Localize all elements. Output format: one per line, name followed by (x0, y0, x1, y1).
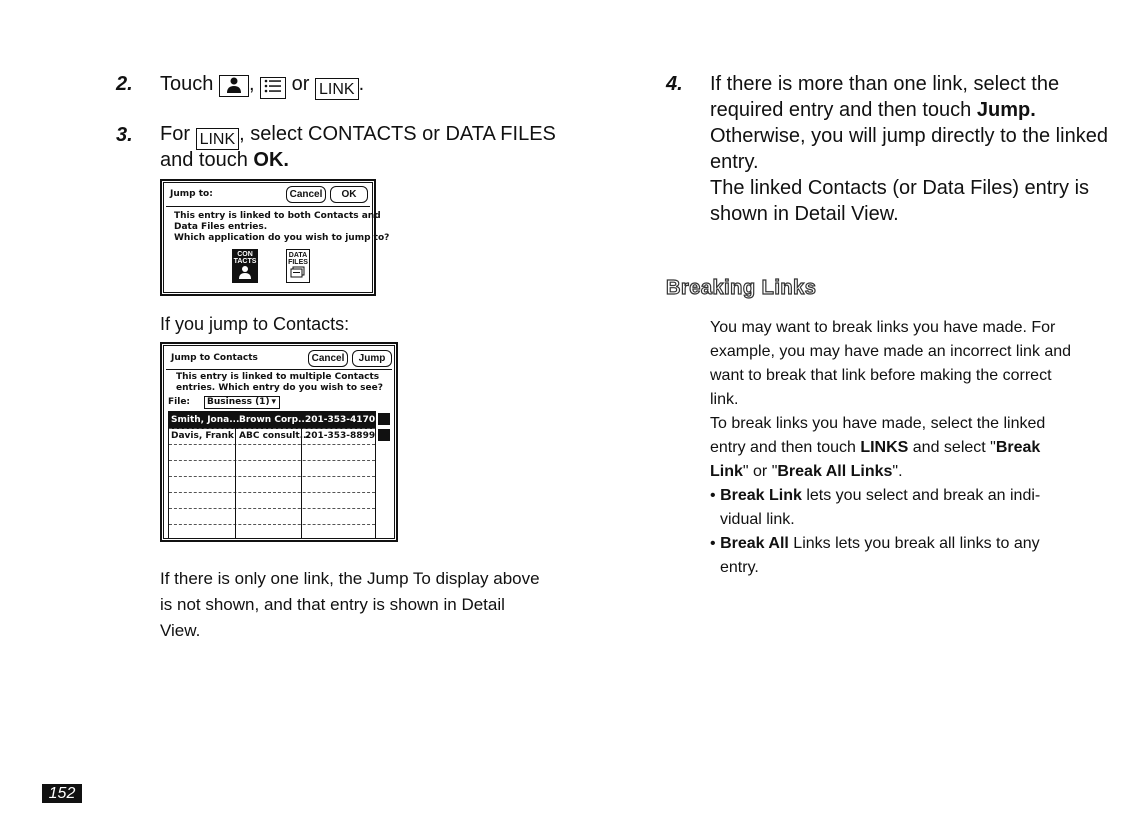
table-row[interactable] (169, 444, 375, 461)
file-select[interactable] (204, 396, 280, 409)
cell-company: ABC consult... (239, 431, 310, 441)
step-4-line: shown in Detail View. (710, 203, 899, 225)
step-4-text (710, 71, 1108, 227)
bullet: • (710, 487, 716, 504)
table-row[interactable] (169, 492, 375, 509)
or-text: or (291, 73, 310, 95)
cancel-button[interactable]: Cancel (308, 350, 348, 367)
detail-view-icon[interactable] (378, 413, 390, 425)
step-3-line-1 (160, 121, 556, 150)
cancel-button[interactable]: Cancel (286, 186, 326, 203)
paragraph-line (710, 436, 1071, 460)
cell-name: Smith, Jona... (171, 415, 240, 425)
bullet: • (710, 535, 716, 552)
step-number: 4. (666, 73, 683, 95)
paragraph-line: want to break that link before making the correct (710, 367, 1052, 384)
text-run: entry and then touch (710, 439, 861, 456)
column-divider (301, 412, 302, 538)
divider (166, 206, 370, 207)
cell-name: Davis, Frank (171, 431, 234, 441)
list-icon (260, 77, 286, 99)
page-number: 152 (42, 784, 82, 803)
dialog-message-line-1: This entry is linked to multiple Contacts (176, 372, 380, 382)
table-row[interactable] (169, 476, 375, 493)
text-run: lets you select and break an indi- (801, 487, 1041, 504)
step-2-text (160, 71, 364, 100)
paragraph-line: link. (710, 391, 739, 408)
step-4-line (710, 97, 1108, 123)
dialog-message-line-2: Data Files entries. (174, 222, 268, 232)
table-row[interactable] (169, 460, 375, 477)
file-select-value: Business (1) (207, 397, 270, 407)
bullet-item (710, 532, 1071, 556)
bullet-item (710, 484, 1071, 508)
entries-table (168, 411, 376, 539)
comma: , (248, 73, 255, 95)
single-link-note (160, 566, 540, 644)
step-number: 3. (116, 124, 133, 146)
for-text: For (160, 123, 190, 145)
dialog-title: Jump to: (170, 189, 213, 199)
divider (166, 369, 392, 370)
table-row[interactable] (169, 412, 375, 429)
contacts-app-button[interactable] (232, 249, 258, 283)
step-4-line: entry. (710, 151, 759, 173)
link-button-glyph: LINK (315, 78, 359, 100)
step-text: Touch (160, 73, 214, 95)
paragraph-line: To break links you have made, select the linked (710, 415, 1046, 432)
links-bold: LINKS (860, 439, 909, 456)
text-run: " or " (742, 463, 778, 480)
caption-jump-contacts: If you jump to Contacts: (160, 314, 350, 334)
contacts-app-label: CON TACTS (233, 251, 257, 265)
chevron-down-icon: ▾ (271, 397, 276, 407)
break-all-bold: Break All (720, 535, 789, 552)
link-button-glyph: LINK (196, 128, 240, 150)
paragraph-line: You may want to break links you have made. For (710, 319, 1056, 336)
table-row[interactable] (169, 508, 375, 525)
detail-view-icon[interactable] (378, 429, 390, 441)
contacts-person-icon (236, 265, 254, 279)
text-run: and select " (908, 439, 996, 456)
cell-company: Brown Corp... (239, 415, 309, 425)
bullet-continuation: entry. (720, 559, 759, 576)
text-run: ". (892, 463, 903, 480)
paragraph-line: example, you may have made an incorrect link and (710, 343, 1072, 360)
cell-phone: 201-353-8899 (305, 431, 376, 441)
step-3-text: and touch (160, 149, 254, 171)
dialog-message-line-3: Which application do you wish to jump to? (174, 233, 390, 243)
ok-button[interactable]: OK (330, 186, 368, 203)
jump-to-dialog (160, 179, 390, 296)
contacts-person-icon (219, 75, 249, 97)
step-4-text-pre: required entry and then touch (710, 99, 977, 121)
break-link-bold: Break Link (720, 487, 802, 504)
jump-bold: Jump. (976, 99, 1036, 121)
dialog-message-line-2: entries. Which entry do you wish to see? (176, 383, 383, 393)
table-row[interactable] (169, 428, 375, 445)
break-bold: Break (995, 439, 1041, 456)
break-all-links-bold: Break All Links (777, 463, 893, 480)
period: . (358, 73, 365, 95)
paragraph-line (710, 460, 1071, 484)
step-number: 2. (116, 73, 133, 95)
step-3-instruction: , select CONTACTS or DATA FILES (239, 123, 556, 145)
text-run: Links lets you break all links to any (788, 535, 1040, 552)
note-line: is not shown, and that entry is shown in Detail (160, 595, 505, 614)
data-files-app-label: DATA FILES (288, 252, 308, 266)
note-line: View. (160, 621, 201, 640)
data-files-app-button[interactable] (286, 249, 310, 283)
dialog-title: Jump to Contacts (171, 353, 258, 363)
jump-to-contacts-dialog (160, 342, 398, 542)
bullet-continuation: vidual link. (720, 511, 795, 528)
section-heading: Breaking Links (666, 277, 817, 299)
ok-bold: OK. (253, 149, 289, 171)
step-4-line: Otherwise, you will jump directly to the linked (710, 125, 1108, 147)
data-files-icon (290, 266, 306, 279)
dialog-message-line-1: This entry is linked to both Contacts and (174, 211, 381, 221)
cell-phone: 201-353-4170 (305, 415, 376, 425)
note-line: If there is only one link, the Jump To display above (160, 569, 540, 588)
column-divider (235, 412, 236, 538)
file-label: File: (168, 397, 191, 407)
step-3-line-2 (160, 147, 289, 173)
step-4-line: The linked Contacts (or Data Files) entry is (710, 177, 1090, 199)
step-4-line: If there is more than one link, select the (710, 73, 1060, 95)
jump-button[interactable]: Jump (352, 350, 392, 367)
breaking-links-body (710, 316, 1071, 580)
link-bold: Link (710, 463, 743, 480)
